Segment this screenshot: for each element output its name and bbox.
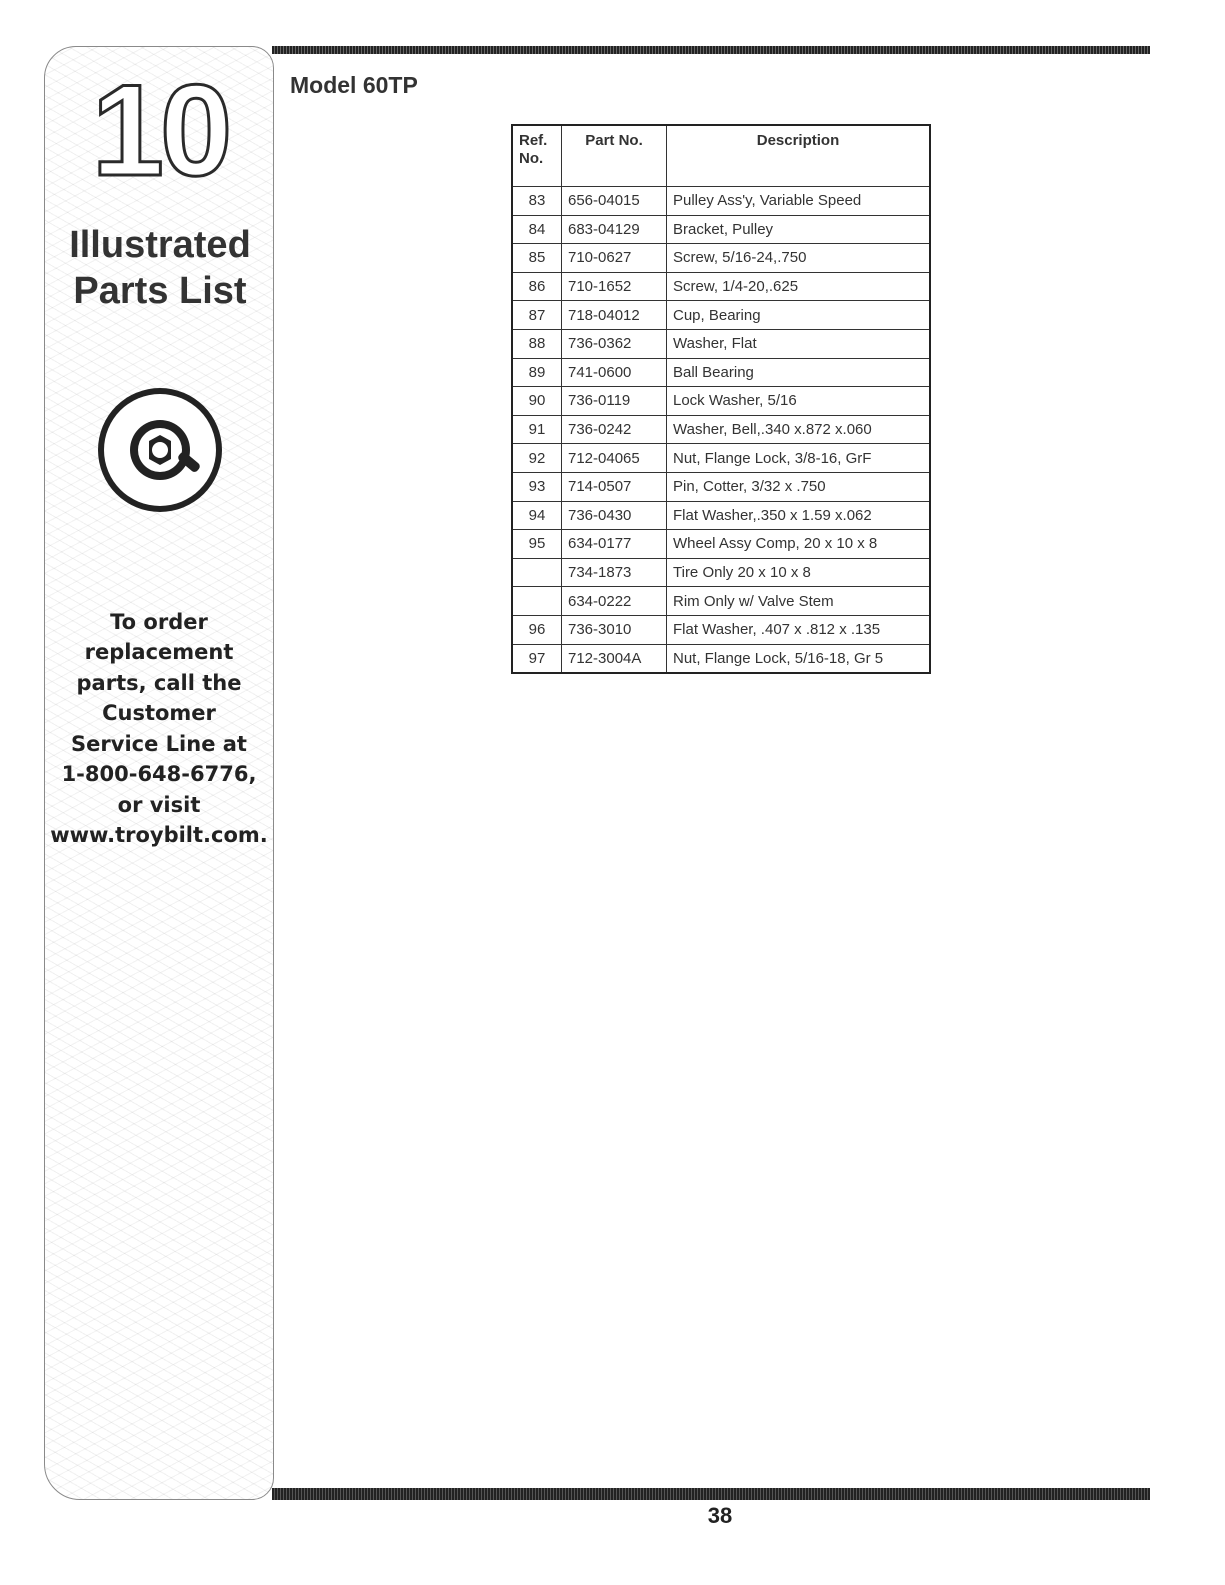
table-row (512, 301, 930, 330)
ref-cell: 85 (512, 244, 562, 273)
ref-cell: 90 (512, 387, 562, 416)
order-instructions (44, 607, 274, 851)
description-cell: Washer, Flat (667, 329, 931, 358)
page-number: 38 (707, 1503, 733, 1528)
description-cell: Flat Washer, .407 x .812 x .135 (667, 615, 931, 644)
ref-cell (512, 558, 562, 587)
description-cell: Nut, Flange Lock, 5/16-18, Gr 5 (667, 644, 931, 673)
order-line: or visit (117, 792, 201, 817)
description-cell: Bracket, Pulley (667, 215, 931, 244)
top-divider (272, 46, 1150, 54)
ref-cell: 91 (512, 415, 562, 444)
ref-cell: 88 (512, 329, 562, 358)
description-cell: Rim Only w/ Valve Stem (667, 587, 931, 616)
description-cell: Pin, Cotter, 3/32 x .750 (667, 472, 931, 501)
genuine-factory-parts-seal-icon (85, 375, 235, 525)
section-title-line1: Illustrated (69, 224, 251, 266)
table-row (512, 187, 930, 216)
ref-cell: 92 (512, 444, 562, 473)
parts-table (511, 124, 931, 674)
description-cell: Ball Bearing (667, 358, 931, 387)
table-row (512, 329, 930, 358)
part-number-cell: 736-0242 (562, 415, 667, 444)
part-number-cell: 634-0222 (562, 587, 667, 616)
table-row (512, 415, 930, 444)
part-number-cell: 634-0177 (562, 530, 667, 559)
table-row (512, 530, 930, 559)
description-cell: Washer, Bell,.340 x.872 x.060 (667, 415, 931, 444)
table-row (512, 444, 930, 473)
section-title-line2: Parts List (73, 269, 247, 312)
ref-cell: 94 (512, 501, 562, 530)
description-cell: Flat Washer,.350 x 1.59 x.062 (667, 501, 931, 530)
table-row (512, 244, 930, 273)
ref-cell (512, 587, 562, 616)
header-ref-no: Ref. No. (512, 125, 562, 187)
header-description: Description (667, 125, 931, 187)
model-title: Model 60TP (290, 72, 418, 98)
table-row (512, 387, 930, 416)
ref-cell: 93 (512, 472, 562, 501)
bottom-divider (272, 1488, 1150, 1500)
part-number-cell: 741-0600 (562, 358, 667, 387)
ref-cell: 84 (512, 215, 562, 244)
part-number-cell: 736-0119 (562, 387, 667, 416)
header-part-no: Part No. (562, 125, 667, 187)
order-line: To order replacement (84, 610, 234, 665)
part-number-cell: 712-3004A (562, 644, 667, 673)
table-row (512, 272, 930, 301)
ref-cell: 83 (512, 187, 562, 216)
ref-cell: 95 (512, 530, 562, 559)
ref-cell: 96 (512, 615, 562, 644)
table-row (512, 472, 930, 501)
part-number-cell: 710-0627 (562, 244, 667, 273)
chapter-number: 10 (91, 57, 229, 203)
chapter-sidebar (44, 46, 274, 1500)
part-number-cell: 710-1652 (562, 272, 667, 301)
table-header-row (512, 125, 930, 187)
description-cell: Pulley Ass'y, Variable Speed (667, 187, 931, 216)
phone-number: 1-800-648-6776, (61, 762, 257, 787)
description-cell: Screw, 1/4-20,.625 (667, 272, 931, 301)
ref-cell: 87 (512, 301, 562, 330)
order-line: parts, call the Customer (76, 670, 242, 726)
table-row (512, 215, 930, 244)
table-row (512, 558, 930, 587)
ref-cell: 86 (512, 272, 562, 301)
section-title (45, 223, 274, 314)
part-number-cell: 712-04065 (562, 444, 667, 473)
part-number-cell: 683-04129 (562, 215, 667, 244)
description-cell: Cup, Bearing (667, 301, 931, 330)
website-link[interactable]: www.troybilt.com. (50, 823, 268, 848)
description-cell: Tire Only 20 x 10 x 8 (667, 558, 931, 587)
description-cell: Screw, 5/16-24,.750 (667, 244, 931, 273)
part-number-cell: 656-04015 (562, 187, 667, 216)
table-row (512, 615, 930, 644)
part-number-cell: 736-0430 (562, 501, 667, 530)
description-cell: Nut, Flange Lock, 3/8-16, GrF (667, 444, 931, 473)
order-line: Service Line at (71, 731, 247, 756)
ref-cell: 97 (512, 644, 562, 673)
part-number-cell: 736-3010 (562, 615, 667, 644)
description-cell: Lock Washer, 5/16 (667, 387, 931, 416)
part-number-cell: 714-0507 (562, 472, 667, 501)
part-number-cell: 718-04012 (562, 301, 667, 330)
table-row (512, 501, 930, 530)
part-number-cell: 736-0362 (562, 329, 667, 358)
ref-cell: 89 (512, 358, 562, 387)
description-cell: Wheel Assy Comp, 20 x 10 x 8 (667, 530, 931, 559)
table-row (512, 644, 930, 673)
part-number-cell: 734-1873 (562, 558, 667, 587)
table-row (512, 358, 930, 387)
table-row (512, 587, 930, 616)
